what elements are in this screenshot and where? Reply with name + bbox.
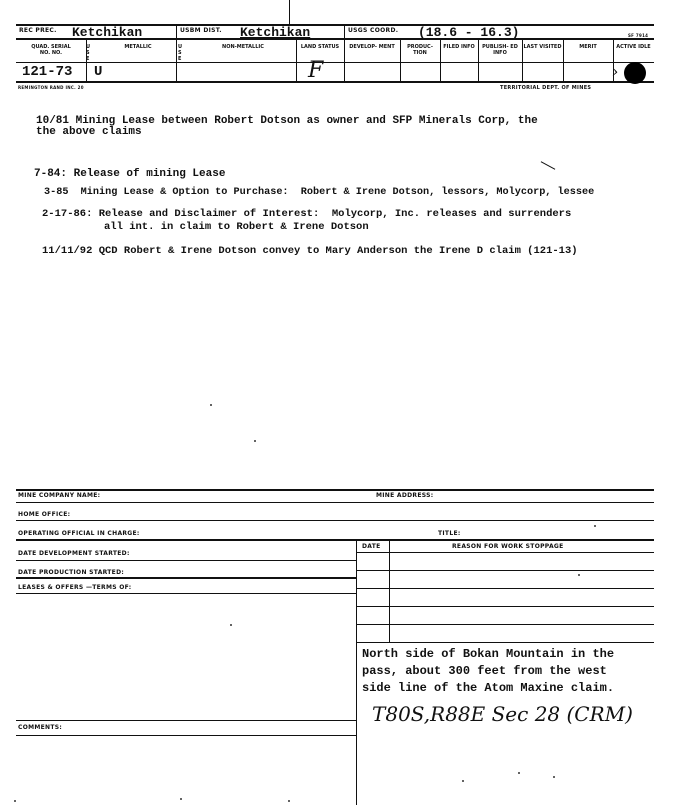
date-column-label: DATE [362, 543, 381, 550]
metallic-label: METALLIC [124, 44, 152, 50]
usgs-coord-value: (18.6 - 16.3) [418, 25, 520, 40]
territorial-dept: TERRITORIAL DEPT. OF MINES [500, 85, 592, 91]
form-number: SF 7914 [628, 33, 649, 38]
usbm-dist-value: Ketchikan [240, 25, 311, 40]
land-status-label: LAND STATUS [300, 44, 340, 50]
title-label: TITLE: [438, 530, 461, 537]
printer-line: REMINGTON RAND INC. 20 [18, 85, 84, 90]
published-info-label: PUBLISH- ED INFO [482, 44, 518, 56]
last-visited-label: LAST VISITED [523, 44, 562, 50]
list-item: 2-17-86: Release and Disclaimer of Interest: Molycorp, Inc. releases and surrenders all int. in claim to Robert & Irene Dotson [42, 208, 572, 233]
handwritten-location: T80S,R88E Sec 28 (CRM) [372, 702, 633, 726]
use2-label: U S E [178, 44, 183, 62]
use-value: U [94, 64, 103, 80]
date-development-label: DATE DEVELOPMENT STARTED: [18, 550, 130, 557]
filed-info-label: FILED INFO [443, 44, 475, 50]
location-note: North side of Bokan Mountain in the pass, about 300 feet from the west side line of the Atom Maxine claim. [362, 647, 615, 695]
usbm-dist-label: USBM DIST. [180, 27, 222, 34]
quad-serial-label: QUAD. SERIAL NO. NO. [31, 44, 71, 56]
rec-prec-label: REC PREC. [19, 27, 57, 34]
mine-address-label: MINE ADDRESS: [376, 492, 434, 499]
active-checkmark-icon: › [612, 62, 619, 81]
land-status-mark: F [308, 58, 324, 83]
operating-official-label: OPERATING OFFICIAL IN CHARGE: [18, 530, 140, 537]
reason-column-label: REASON FOR WORK STOPPAGE [452, 543, 564, 550]
development-label: DEVELOP- MENT [349, 44, 395, 50]
comments-label: COMMENTS: [18, 724, 63, 731]
date-production-label: DATE PRODUCTION STARTED: [18, 569, 125, 576]
home-office-label: HOME OFFICE: [18, 511, 71, 518]
leases-offers-label: LEASES & OFFERS —TERMS OF: [18, 584, 132, 591]
active-idle-label: ACTIVE IDLE [616, 44, 651, 50]
serial-number: 121-73 [22, 64, 73, 80]
nonmetallic-label: NON-METALLIC [222, 44, 264, 50]
stray-pen-mark [541, 161, 556, 169]
list-item: 10/81 Mining Lease between Robert Dotson as owner and SFP Minerals Corp, the the above claims [36, 115, 538, 138]
production-label: PRODUC- TION [407, 44, 433, 56]
rec-prec-value: Ketchikan [72, 25, 143, 40]
usgs-coord-label: USGS COORD. [348, 27, 399, 34]
use-label: U S E [86, 44, 91, 62]
active-dot-icon [624, 62, 646, 84]
list-item: 11/11/92 QCD Robert & Irene Dotson convey to Mary Anderson the Irene D claim (121-13) [42, 245, 578, 257]
merit-label: MERIT [579, 44, 597, 50]
mine-company-label: MINE COMPANY NAME: [18, 492, 101, 499]
list-item: 7-84: Release of mining Lease [34, 168, 226, 180]
list-item: 3-85 Mining Lease & Option to Purchase: Robert & Irene Dotson, lessors, Molycorp, lessee [44, 187, 595, 198]
